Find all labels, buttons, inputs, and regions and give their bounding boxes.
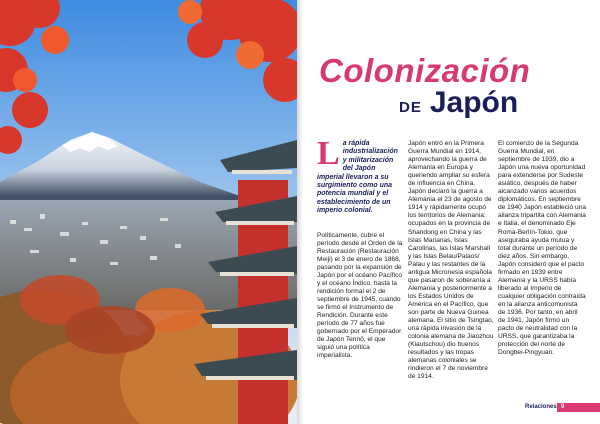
page-number: 9 xyxy=(561,404,565,410)
title-word-japon: Japón xyxy=(429,86,519,119)
title-line-1: Colonización xyxy=(319,52,531,89)
paragraph-2: Japón entró en la Primera Guerra Mundial en 1914, aprovechando la guerra de Alemania en Europa y queriendo ampliar su esfera de influencia en China. Japón declaró la guerra a Alemania el 23 de agosto de 1914 y rápidamente ocupó los territorios de Alemania: ocupados en la provincia de Shandong en China y las Islas Marianas, Islas Carolinas, las Islas Marshall y las Islas Belau/Palaos/ Palau y las restantes de la antigua Micronesia española que pasaron de soberanía a Alemania y posteriormente a los Estados Unidos de América en el Pacífico, que son parte de Nueva Guinea alemana. El sitio de Tsingtao, una rápida invasión de la colonia alemana de Jiaozhou (Kiautschou) dio buenos resultados y las tropas alemanas coloniales se rindieron el 7 de noviembre de 1914. xyxy=(408,140,494,381)
paragraph-1: Políticamente, cubre el período desde el Orden de la Restauración (Restauración Meiji) el 3 de enero de 1868, pasando por la expansión de Japón por el océano Pacífico y el océano Índico, hasta la rendición formal el 2 de septiembre de 1945, cuando se firmó el Instrumento de Rendición. Durante este período de 77 años fue gobernado por el Emperador de Japón Tennō, el que siguió una política imperialista. xyxy=(317,231,403,360)
title-line-2 xyxy=(399,86,518,120)
article-page xyxy=(303,0,600,424)
article-column-1 xyxy=(317,135,403,360)
drop-cap: L xyxy=(317,135,340,172)
article-column-3 xyxy=(498,140,586,357)
lead-start: a rápida xyxy=(342,140,370,147)
article-column-2 xyxy=(408,140,494,381)
title-word-de: de xyxy=(399,92,422,117)
lead-rest: industrialización y militarización del Japón imperial llevaron a su surgimiento como una potencia mundial y el establecimiento de un imperio colonial. xyxy=(317,148,398,215)
paragraph-3: El comienzo de la Segunda Guerra Mundial, en septiembre de 1939, dio a Japón una nueva oportunidad para extenderse por Sudeste asiático, después de haber alcanzado varios acuerdos diplomáticos. En septiembre de 1940 Japón estableció una alianza tripartita con Alemania e Italia, el denominado Eje Roma-Berlín-Tokio, que aseguraba ayuda mutua y total durante un período de diez años. Sin embargo, Japón consideró que el pacto firmado en 1939 entre Alemania y la URSS había liberado al Imperio de cualquier obligación contraída en la alianza anticomunista de 1936. Por tanto, en abril de 1941, Japón firmó un pacto de neutralidad con la URSS, que garantizaba la protección del norte de Dongbei-Pingyuan. xyxy=(498,140,586,357)
cover-photo-mount-fuji-pagoda xyxy=(0,0,297,424)
footer-section-label: Relaciones xyxy=(525,404,557,410)
